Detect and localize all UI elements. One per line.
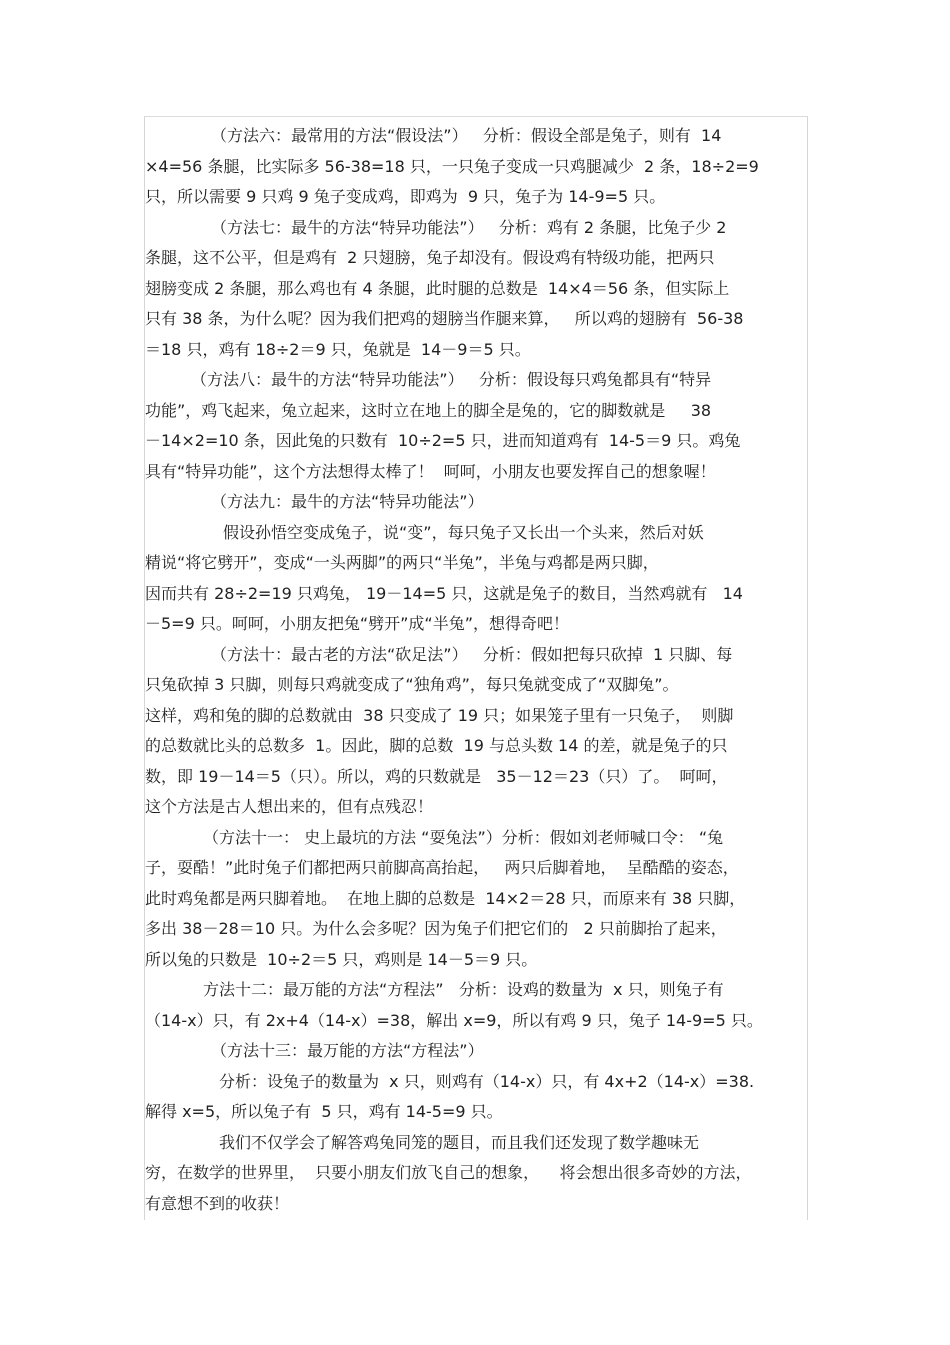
text-line: 此时鸡兔都是两只脚着地。 在地上脚的总数是 14×2＝28 只，而原来有 38 只脚， xyxy=(145,889,746,908)
text-line: （方法八：最牛的方法“特异功能法”） 分析：假设每只鸡兔都具有“特异 xyxy=(191,370,712,389)
text-line: 功能”，鸡飞起来，兔立起来，这时立在地上的脚全是兔的，它的脚数就是 38 xyxy=(145,401,712,420)
text-line: 有意想不到的收获！ xyxy=(145,1194,290,1213)
text-line: 只，所以需要 9 只鸡 9 兔子变成鸡，即鸡为 9 只，兔子为 14-9=5 只。 xyxy=(145,187,666,206)
text-line: 子，耍酷！”此时兔子们都把两只前脚高高抬起， 两只后脚着地， 呈酷酷的姿态， xyxy=(145,858,739,877)
text-line: 穷，在数学的世界里， 只要小朋友们放飞自己的想象， 将会想出很多奇妙的方法， xyxy=(145,1163,752,1182)
text-line: 翅膀变成 2 条腿，那么鸡也有 4 条腿，此时腿的总数是 14×4＝56 条，但实际上 xyxy=(145,279,730,298)
text-line: ＝18 只，鸡有 18÷2＝9 只，兔就是 14－9＝5 只。 xyxy=(145,340,531,359)
text-line: 具有“特异功能”，这个方法想得太棒了！ 呵呵，小朋友也要发挥自己的想象喔！ xyxy=(145,462,716,481)
text-line: （方法六：最常用的方法“假设法”） 分析：假设全部是兔子，则有 14 xyxy=(211,126,722,145)
text-line: 解得 x=5，所以兔子有 5 只，鸡有 14-5=9 只。 xyxy=(145,1102,503,1121)
text-line: 的总数就比头的总数多 1。因此，脚的总数 19 与总头数 14 的差，就是兔子的只 xyxy=(145,736,728,755)
text-line: 条腿，这不公平，但是鸡有 2 只翅膀，兔子却没有。假设鸡有特级功能，把两只 xyxy=(145,248,715,267)
text-line: 所以兔的只数是 10÷2＝5 只，鸡则是 14－5＝9 只。 xyxy=(145,950,538,969)
text-line: 因而共有 28÷2=19 只鸡兔， 19－14=5 只，这就是兔子的数目，当然鸡就有 14 xyxy=(145,584,743,603)
text-line: （方法十：最古老的方法“砍足法”） 分析：假如把每只砍掉 1 只脚、每 xyxy=(211,645,733,664)
text-line: （方法十一： 史上最坑的方法 “耍兔法”）分析：假如刘老师喊口令： “兔 xyxy=(203,828,724,847)
text-line: 这样，鸡和兔的脚的总数就由 38 只变成了 19 只；如果笼子里有一只兔子， 则脚 xyxy=(145,706,734,725)
text-line: 分析：设兔子的数量为 x 只，则鸡有（14-x）只，有 4x+2（14-x）=38. xyxy=(219,1072,755,1091)
text-line: （14-x）只，有 2x+4（14-x）=38，解出 x=9，所以有鸡 9 只，兔子 14-9=5 只。 xyxy=(145,1011,763,1030)
text-line: 假设孙悟空变成兔子，说“变”，每只兔子又长出一个头来，然后对妖 xyxy=(223,523,704,542)
text-line: 多出 38－28＝10 只。为什么会多呢？因为兔子们把它们的 2 只前脚抬了起来， xyxy=(145,919,727,938)
text-line: 数，即 19－14＝5（只）。所以，鸡的只数就是 35－12＝23（只）了。 呵呵， xyxy=(145,767,728,786)
text-line: 只兔砍掉 3 只脚，则每只鸡就变成了“独角鸡”，每只兔就变成了“双脚兔”。 xyxy=(145,675,679,694)
text-line: －5=9 只。呵呵，小朋友把兔“劈开”成“半兔”，想得奇吧！ xyxy=(145,614,570,633)
text-line: （方法九：最牛的方法“特异功能法”） xyxy=(211,492,484,511)
text-line: 精说“将它劈开”，变成“一头两脚”的两只“半兔”，半兔与鸡都是两只脚， xyxy=(145,553,659,572)
text-line: 这个方法是古人想出来的，但有点残忍！ xyxy=(145,797,434,816)
text-line: 方法十二：最万能的方法“方程法” 分析：设鸡的数量为 x 只，则兔子有 xyxy=(203,980,724,999)
text-line: 只有 38 条，为什么呢？因为我们把鸡的翅膀当作腿来算， 所以鸡的翅膀有 56-38 xyxy=(145,309,744,328)
document-page xyxy=(144,116,808,1220)
text-line: （方法七：最牛的方法“特异功能法”） 分析：鸡有 2 条腿，比兔子少 2 xyxy=(211,218,727,237)
text-line: ×4=56 条腿，比实际多 56-38=18 只，一只兔子变成一只鸡腿减少 2 条，18÷2=9 xyxy=(145,157,759,176)
text-line: （方法十三：最万能的方法“方程法”） xyxy=(211,1041,484,1060)
text-line: 我们不仅学会了解答鸡兔同笼的题目，而且我们还发现了数学趣味无 xyxy=(219,1133,700,1152)
text-line: －14×2=10 条，因此兔的只数有 10÷2=5 只，进而知道鸡有 14-5＝9 只。鸡兔 xyxy=(145,431,741,450)
